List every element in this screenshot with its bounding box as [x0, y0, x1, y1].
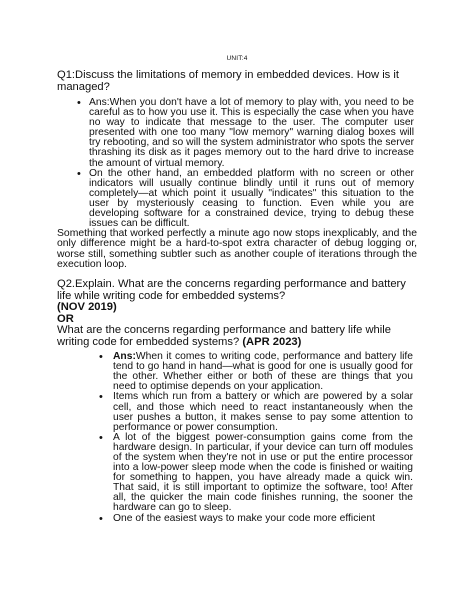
list-item	[99, 512, 413, 525]
q2-or-label: OR	[57, 312, 74, 325]
document-body	[57, 70, 417, 524]
list-item	[99, 391, 413, 433]
list-item	[99, 431, 413, 514]
q1-answer-list	[77, 98, 414, 229]
q1-question: Q1:Discuss the limitations of memory in embedded devices. How is it managed?	[57, 69, 399, 93]
q1-bullet-2: On the other hand, an embedded platform with no screen or other indicators will usually continue blindly until it runs out of memory completely—at which point it usually "indicates" this situation to the user by mysteriously ceasing to function. Even while you are developing software for a constrained device, trying to debug these issues can be difficult.	[89, 167, 414, 230]
bullet-icon: •	[99, 512, 103, 525]
q2-question-text: Q2.Explain. What are the concerns regarding performance and battery life while writing code for embedded systems?	[57, 278, 406, 302]
q2-bullet-2: Items which run from a battery or which are powered by a solar cell, and those which need to react instantaneously when the user pushes a button, it makes sense to pay some attention to performance or power consumption.	[113, 391, 413, 433]
q1-paragraph: Something that worked perfectly a minute ago now stops inexplicably, and the only difference might be a hard-to-spot extra character of debug logging or, worse still, something subtler such as another couple of iterations through the execution loop.	[57, 228, 417, 270]
q2-alt-question	[57, 325, 417, 348]
q1-bullet-1: Ans:When you don't have a lot of memory to play with, you need to be careful as to how you use it. This is especially the case when you have no way to indicate that message to the user. The computer user presented with one too many "low memory" warning dialog boxes will try rebooting, and so will the system administrator who spots the server thrashing its disk as it pages memory out to the hard drive to increase the amount of virtual memory.	[89, 97, 414, 169]
bullet-icon: •	[99, 431, 103, 444]
list-item	[99, 351, 413, 393]
q2-question	[57, 279, 417, 325]
bullet-icon: •	[77, 167, 81, 180]
unit-header: UNIT:4	[226, 55, 248, 62]
q2-ans-prefix: Ans:	[113, 351, 136, 363]
q2-answer-list	[99, 351, 413, 525]
bullet-icon: •	[99, 351, 103, 364]
list-item	[77, 169, 414, 230]
q2-bullet-4: One of the easiest ways to make your code more efficient	[113, 512, 375, 524]
bullet-icon: •	[77, 97, 81, 109]
list-item	[77, 98, 414, 169]
q2-bullet-1: When it comes to writing code, performance and battery life tend to go hand in hand—what is good for one is usually good for the other. Whether either or both of these are things that you need to optimise depends on your application.	[113, 351, 413, 393]
q2-exam-tag-1: (NOV 2019)	[57, 301, 117, 314]
q2-bullet-3: A lot of the biggest power-consumption gains come from the hardware design. In particular, if your device can turn off modules of the system when they're not in use or put the entire processor into a low-power sleep mode when the code is finished or waiting for something to happen, you have already made a quick win. That said, it is still important to optimize the software, too! After all, the quicker the main code finishes running, the sooner the hardware can go to sleep.	[113, 431, 413, 514]
bullet-icon: •	[99, 391, 103, 404]
q2-exam-tag-2: (APR 2023)	[242, 335, 302, 348]
q2-alt-question-text: What are the concerns regarding performance and battery life while writing code for embedded systems?	[57, 324, 391, 348]
